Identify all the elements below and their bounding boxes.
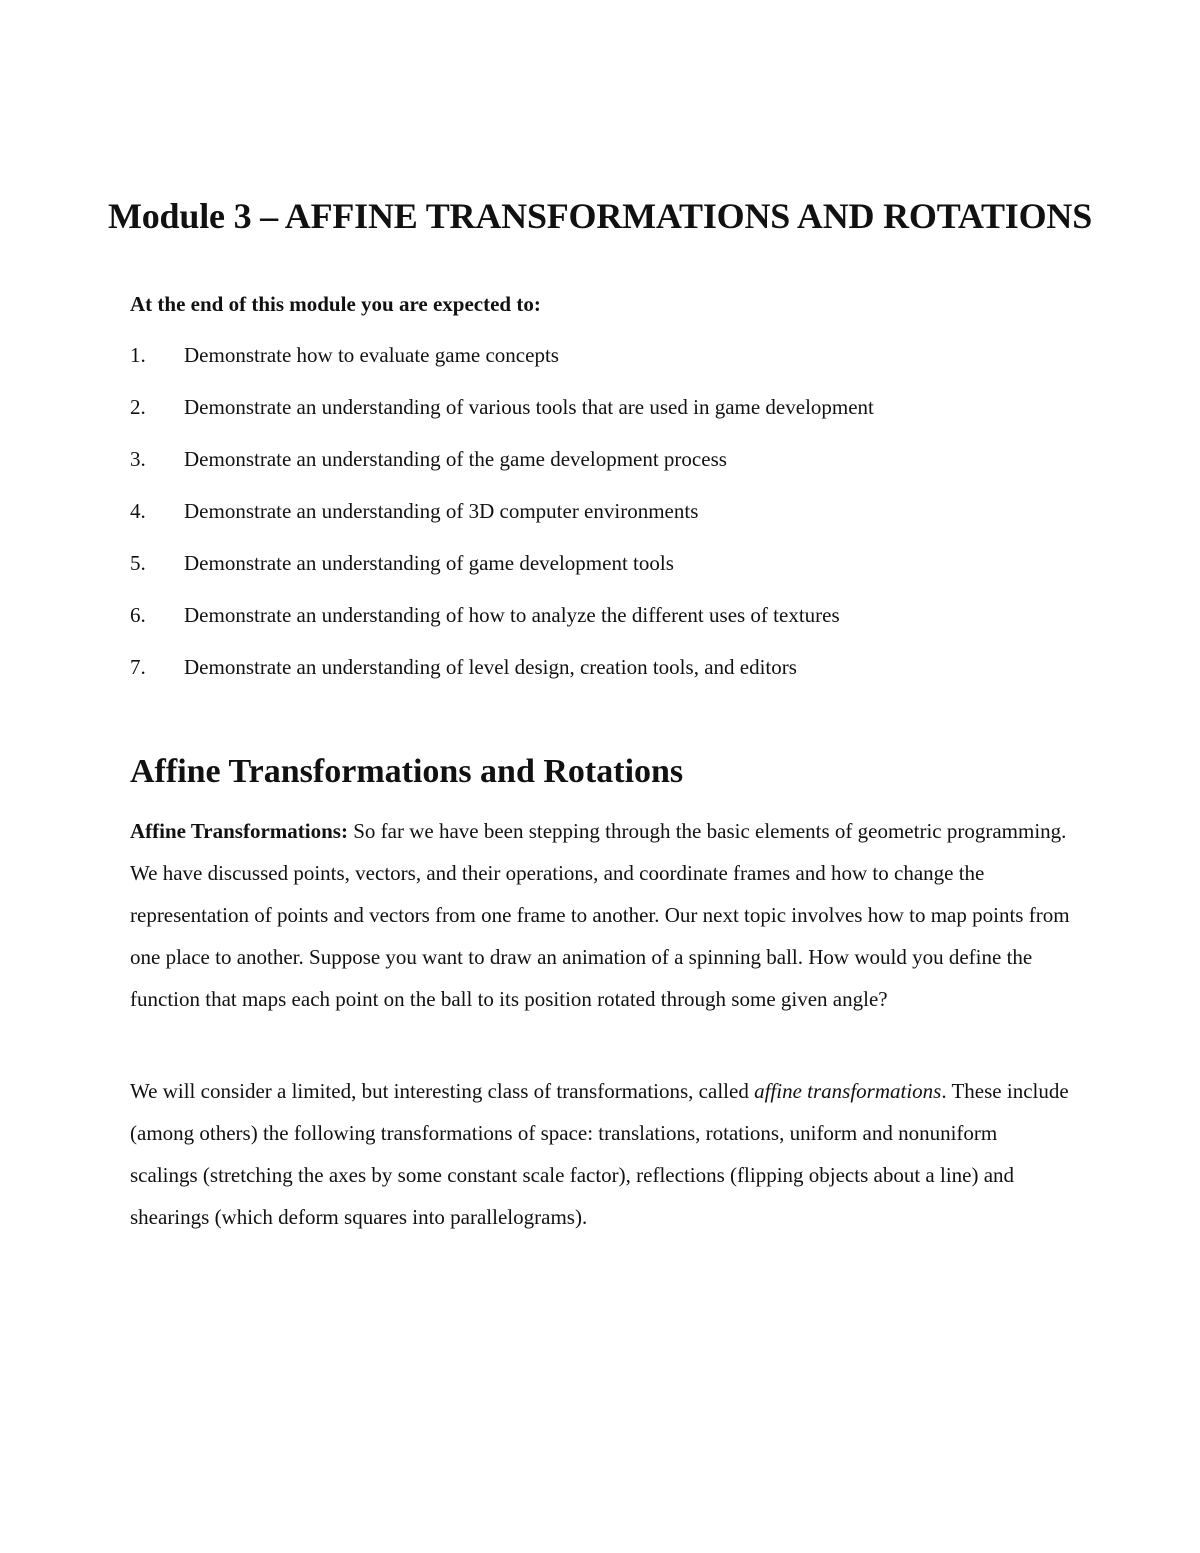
objective-text: Demonstrate an understanding of the game development process	[184, 447, 727, 471]
paragraph-text-after: . These include (among others) the following transformations of space: translations, rotations, uniform and nonuniform scalings (stretching the axes by some constant scale factor), reflections (flipping objects about a line) and shearings (which deform squares into parallelograms).	[130, 1079, 1069, 1229]
objective-text: Demonstrate an understanding of level design, creation tools, and editors	[184, 655, 797, 679]
objective-text: Demonstrate an understanding of 3D computer environments	[184, 499, 699, 523]
objective-number: 5.	[130, 551, 146, 575]
objective-item	[130, 548, 1090, 600]
objective-text: Demonstrate an understanding of how to analyze the different uses of textures	[184, 603, 840, 627]
objective-number: 1.	[130, 343, 146, 367]
objective-item	[130, 340, 1090, 392]
objective-item	[130, 392, 1090, 444]
paragraph-body: So far we have been stepping through the basic elements of geometric programming. We have discussed points, vectors, and their operations, and coordinate frames and how to change the representation of points and vectors from one frame to another. Our next topic involves how to map points from one place to another. Suppose you want to draw an animation of a spinning ball. How would you define the function that maps each point on the ball to its position rotated through some given angle?	[130, 819, 1070, 1011]
objective-text: Demonstrate an understanding of game development tools	[184, 551, 674, 575]
objective-text: Demonstrate how to evaluate game concepts	[184, 343, 559, 367]
objective-number: 6.	[130, 603, 146, 627]
paragraph-lead: Affine Transformations:	[130, 819, 348, 843]
objective-item	[130, 496, 1090, 548]
objective-number: 2.	[130, 395, 146, 419]
paragraph-affine-intro	[130, 810, 1070, 1020]
module-title: Module 3 – AFFINE TRANSFORMATIONS AND ROTATIONS	[107, 196, 1093, 236]
paragraph-text-before: We will consider a limited, but interesting class of transformations, called	[130, 1079, 755, 1103]
paragraph-affine-definition	[130, 1070, 1070, 1238]
objectives-intro: At the end of this module you are expected to:	[130, 292, 541, 316]
section-heading: Affine Transformations and Rotations	[130, 753, 684, 790]
objective-item	[130, 444, 1090, 496]
paragraph-term: affine transformations	[754, 1079, 942, 1103]
objective-number: 3.	[130, 447, 146, 471]
objective-number: 4.	[130, 499, 146, 523]
objective-item	[130, 652, 1090, 704]
objective-number: 7.	[130, 655, 146, 679]
objectives-list	[130, 340, 1090, 704]
objective-item	[130, 600, 1090, 652]
objective-text: Demonstrate an understanding of various tools that are used in game development	[184, 395, 874, 419]
